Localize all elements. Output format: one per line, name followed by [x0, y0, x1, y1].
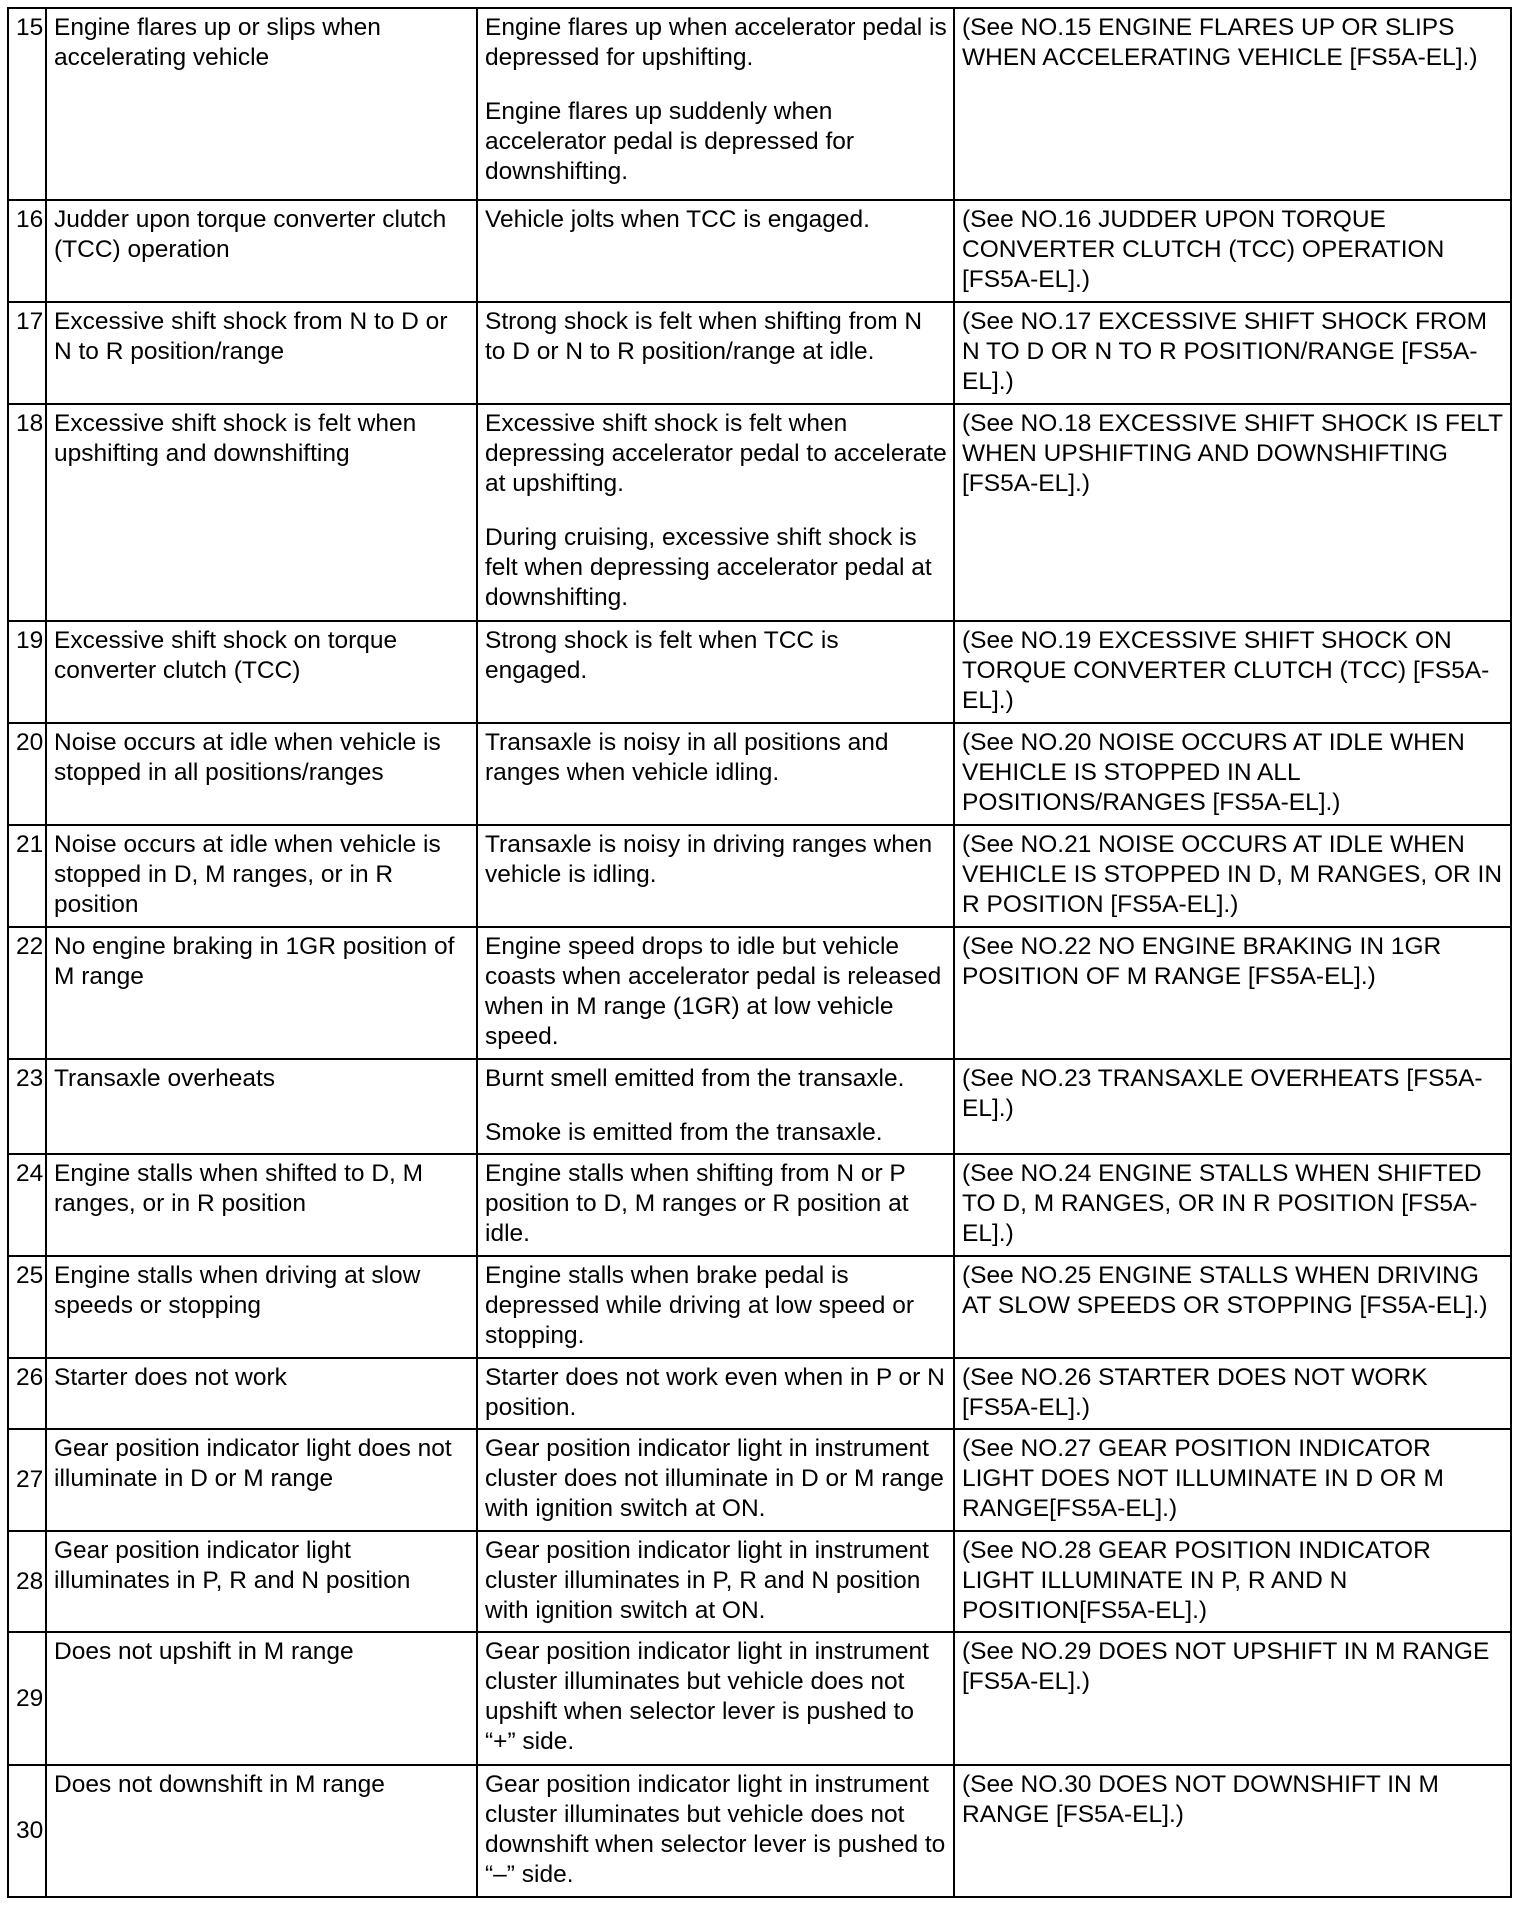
symptom-cell: Starter does not work — [46, 1358, 477, 1429]
condition-cell — [477, 1154, 954, 1256]
reference-cell: (See NO.24 ENGINE STALLS WHEN SHIFTED TO D, M RANGES, OR IN R POSITION [FS5A-EL].) — [954, 1154, 1511, 1256]
reference-cell: (See NO.21 NOISE OCCURS AT IDLE WHEN VEHICLE IS STOPPED IN D, M RANGES, OR IN R POSITION [FS5A-EL].) — [954, 825, 1511, 927]
row-number: 26 — [8, 1358, 46, 1429]
symptom-cell: Engine flares up or slips when accelerating vehicle — [46, 8, 477, 200]
table-body — [8, 8, 1511, 1897]
condition-paragraph: Engine flares up when accelerator pedal is depressed for upshifting. — [485, 14, 947, 71]
reference-cell: (See NO.16 JUDDER UPON TORQUE CONVERTER CLUTCH (TCC) OPERATION [FS5A-EL].) — [954, 200, 1511, 302]
row-number: 15 — [8, 8, 46, 200]
condition-paragraph: Smoke is emitted from the transaxle. — [485, 1118, 883, 1146]
condition-paragraph: Engine stalls when brake pedal is depressed while driving at low speed or stopping. — [485, 1262, 914, 1350]
symptom-cell: Excessive shift shock is felt when upshifting and downshifting — [46, 404, 477, 622]
condition-paragraph: During cruising, excessive shift shock is felt when depressing accelerator pedal at downshifting. — [485, 523, 932, 611]
condition-cell — [477, 1531, 954, 1633]
troubleshooting-table — [7, 7, 1512, 1898]
condition-paragraph: Vehicle jolts when TCC is engaged. — [485, 206, 870, 234]
condition-cell — [477, 200, 954, 302]
reference-cell: (See NO.30 DOES NOT DOWNSHIFT IN M RANGE [FS5A-EL].) — [954, 1765, 1511, 1897]
row-number: 22 — [8, 927, 46, 1059]
reference-cell: (See NO.22 NO ENGINE BRAKING IN 1GR POSITION OF M RANGE [FS5A-EL].) — [954, 927, 1511, 1059]
condition-paragraph: Gear position indicator light in instrument cluster illuminates but vehicle does not upshift when selector lever is pushed to “+” side. — [485, 1638, 929, 1756]
symptom-cell: Noise occurs at idle when vehicle is stopped in all positions/ranges — [46, 723, 477, 825]
row-number: 25 — [8, 1256, 46, 1358]
condition-cell — [477, 1256, 954, 1358]
row-number: 19 — [8, 621, 46, 723]
symptom-cell: Excessive shift shock from N to D or N to R position/range — [46, 302, 477, 404]
table-row — [8, 1059, 1511, 1155]
reference-cell: (See NO.28 GEAR POSITION INDICATOR LIGHT ILLUMINATE IN P, R AND N POSITION[FS5A-EL].) — [954, 1531, 1511, 1633]
reference-cell: (See NO.26 STARTER DOES NOT WORK [FS5A-EL].) — [954, 1358, 1511, 1429]
reference-cell: (See NO.25 ENGINE STALLS WHEN DRIVING AT SLOW SPEEDS OR STOPPING [FS5A-EL].) — [954, 1256, 1511, 1358]
table-row — [8, 1765, 1511, 1897]
condition-cell — [477, 927, 954, 1059]
condition-cell — [477, 404, 954, 622]
table-row — [8, 825, 1511, 927]
symptom-cell: Engine stalls when driving at slow speeds or stopping — [46, 1256, 477, 1358]
condition-paragraph: Starter does not work even when in P or N position. — [485, 1363, 945, 1421]
row-number: 17 — [8, 302, 46, 404]
table-row — [8, 302, 1511, 404]
condition-paragraph: Transaxle is noisy in all positions and ranges when vehicle idling. — [485, 729, 889, 787]
table-row — [8, 1531, 1511, 1633]
condition-cell — [477, 8, 954, 200]
row-number: 24 — [8, 1154, 46, 1256]
condition-paragraph: Excessive shift shock is felt when depressing accelerator pedal to accelerate at upshifting. — [485, 409, 947, 497]
table-row — [8, 723, 1511, 825]
condition-paragraph: Burnt smell emitted from the transaxle. — [485, 1064, 905, 1092]
row-number: 28 — [8, 1531, 46, 1633]
symptom-cell: Gear position indicator light does not illuminate in D or M range — [46, 1429, 477, 1531]
row-number: 18 — [8, 404, 46, 622]
condition-paragraph: Strong shock is felt when TCC is engaged. — [485, 627, 839, 685]
symptom-cell: Noise occurs at idle when vehicle is stopped in D, M ranges, or in R position — [46, 825, 477, 927]
condition-paragraph: Gear position indicator light in instrument cluster does not illuminate in D or M range with ignition switch at ON. — [485, 1435, 944, 1523]
table-row — [8, 621, 1511, 723]
symptom-cell: No engine braking in 1GR position of M range — [46, 927, 477, 1059]
table-row — [8, 8, 1511, 200]
table-row — [8, 404, 1511, 622]
symptom-cell: Transaxle overheats — [46, 1059, 477, 1155]
condition-cell — [477, 1059, 954, 1155]
reference-cell: (See NO.18 EXCESSIVE SHIFT SHOCK IS FELT WHEN UPSHIFTING AND DOWNSHIFTING [FS5A-EL].) — [954, 404, 1511, 622]
table-row — [8, 200, 1511, 302]
condition-cell — [477, 723, 954, 825]
row-number: 29 — [8, 1632, 46, 1764]
condition-paragraph: Engine speed drops to idle but vehicle coasts when accelerator pedal is released when in M range (1GR) at low vehicle speed. — [485, 932, 942, 1050]
symptom-cell: Judder upon torque converter clutch (TCC) operation — [46, 200, 477, 302]
condition-cell — [477, 1632, 954, 1764]
condition-paragraph: Strong shock is felt when shifting from N to D or N to R position/range at idle. — [485, 307, 923, 365]
row-number: 30 — [8, 1765, 46, 1897]
table-row — [8, 1632, 1511, 1764]
row-number: 23 — [8, 1059, 46, 1155]
symptom-cell: Does not upshift in M range — [46, 1632, 477, 1764]
row-number: 20 — [8, 723, 46, 825]
condition-paragraph: Gear position indicator light in instrument cluster illuminates in P, R and N position with ignition switch at ON. — [485, 1536, 929, 1624]
reference-cell: (See NO.17 EXCESSIVE SHIFT SHOCK FROM N TO D OR N TO R POSITION/RANGE [FS5A-EL].) — [954, 302, 1511, 404]
condition-paragraph: Engine flares up suddenly when accelerator pedal is depressed for downshifting. — [485, 98, 855, 185]
condition-cell — [477, 302, 954, 404]
table-row — [8, 1429, 1511, 1531]
condition-cell — [477, 1429, 954, 1531]
table-row — [8, 927, 1511, 1059]
row-number: 27 — [8, 1429, 46, 1531]
symptom-cell: Excessive shift shock on torque converter clutch (TCC) — [46, 621, 477, 723]
condition-paragraph: Engine stalls when shifting from N or P position to D, M ranges or R position at idle. — [485, 1160, 909, 1248]
condition-cell — [477, 1358, 954, 1429]
reference-cell: (See NO.15 ENGINE FLARES UP OR SLIPS WHEN ACCELERATING VEHICLE [FS5A-EL].) — [954, 8, 1511, 200]
condition-cell — [477, 621, 954, 723]
condition-cell — [477, 825, 954, 927]
table-row — [8, 1358, 1511, 1429]
condition-paragraph: Transaxle is noisy in driving ranges when vehicle is idling. — [485, 830, 933, 888]
table-row — [8, 1154, 1511, 1256]
reference-cell: (See NO.19 EXCESSIVE SHIFT SHOCK ON TORQUE CONVERTER CLUTCH (TCC) [FS5A-EL].) — [954, 621, 1511, 723]
reference-cell: (See NO.20 NOISE OCCURS AT IDLE WHEN VEHICLE IS STOPPED IN ALL POSITIONS/RANGES [FS5A-EL].) — [954, 723, 1511, 825]
condition-cell — [477, 1765, 954, 1897]
table-row — [8, 1256, 1511, 1358]
reference-cell: (See NO.27 GEAR POSITION INDICATOR LIGHT DOES NOT ILLUMINATE IN D OR M RANGE[FS5A-EL].) — [954, 1429, 1511, 1531]
reference-cell: (See NO.23 TRANSAXLE OVERHEATS [FS5A-EL].) — [954, 1059, 1511, 1155]
symptom-cell: Gear position indicator light illuminates in P, R and N position — [46, 1531, 477, 1633]
symptom-cell: Engine stalls when shifted to D, M ranges, or in R position — [46, 1154, 477, 1256]
reference-cell: (See NO.29 DOES NOT UPSHIFT IN M RANGE [FS5A-EL].) — [954, 1632, 1511, 1764]
row-number: 16 — [8, 200, 46, 302]
symptom-cell: Does not downshift in M range — [46, 1765, 477, 1897]
condition-paragraph: Gear position indicator light in instrument cluster illuminates but vehicle does not downshift when selector lever is pushed to “–” side. — [485, 1770, 946, 1888]
row-number: 21 — [8, 825, 46, 927]
